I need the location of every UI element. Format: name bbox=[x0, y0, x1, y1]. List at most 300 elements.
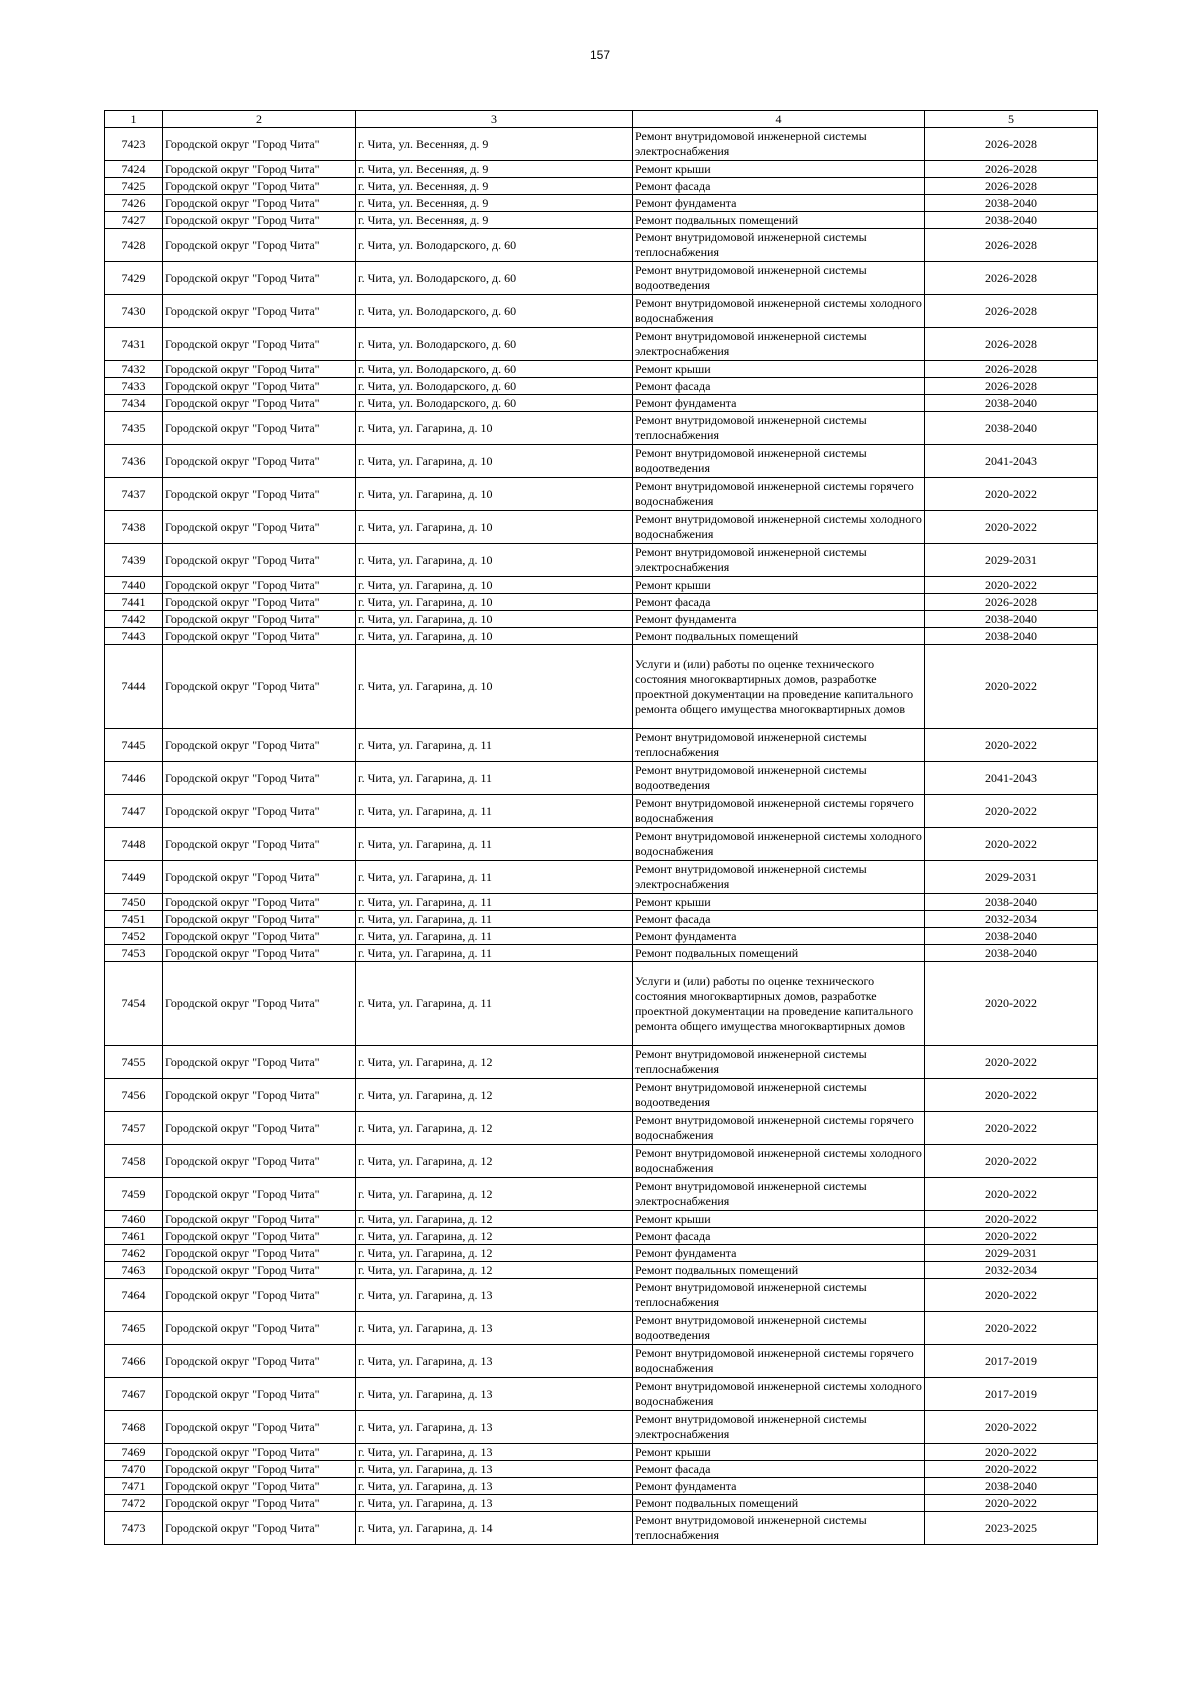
period-cell: 2020-2022 bbox=[925, 1411, 1098, 1444]
row-number-cell: 7472 bbox=[105, 1495, 163, 1512]
address-cell: г. Чита, ул. Гагарина, д. 10 bbox=[356, 478, 633, 511]
row-number-cell: 7450 bbox=[105, 894, 163, 911]
period-cell: 2023-2025 bbox=[925, 1512, 1098, 1545]
work-type-cell: Ремонт крыши bbox=[633, 577, 925, 594]
row-number-cell: 7430 bbox=[105, 295, 163, 328]
municipality-cell: Городской округ "Город Чита" bbox=[163, 611, 356, 628]
period-cell: 2032-2034 bbox=[925, 911, 1098, 928]
row-number-cell: 7456 bbox=[105, 1079, 163, 1112]
row-number-cell: 7428 bbox=[105, 229, 163, 262]
municipality-cell: Городской округ "Город Чита" bbox=[163, 828, 356, 861]
table-row bbox=[105, 128, 1098, 161]
work-type-cell: Ремонт подвальных помещений bbox=[633, 1495, 925, 1512]
row-number-cell: 7461 bbox=[105, 1228, 163, 1245]
address-cell: г. Чита, ул. Гагарина, д. 10 bbox=[356, 577, 633, 594]
row-number-cell: 7473 bbox=[105, 1512, 163, 1545]
table-row bbox=[105, 577, 1098, 594]
column-header: 5 bbox=[925, 111, 1098, 128]
municipality-cell: Городской округ "Город Чита" bbox=[163, 1245, 356, 1262]
municipality-cell: Городской округ "Город Чита" bbox=[163, 928, 356, 945]
table-row bbox=[105, 195, 1098, 212]
work-type-cell: Ремонт внутридомовой инженерной системы электроснабжения bbox=[633, 1411, 925, 1444]
address-cell: г. Чита, ул. Гагарина, д. 10 bbox=[356, 594, 633, 611]
municipality-cell: Городской округ "Город Чита" bbox=[163, 378, 356, 395]
period-cell: 2020-2022 bbox=[925, 1178, 1098, 1211]
municipality-cell: Городской округ "Город Чита" bbox=[163, 412, 356, 445]
table-row bbox=[105, 962, 1098, 1046]
work-type-cell: Ремонт внутридомовой инженерной системы холодного водоснабжения bbox=[633, 828, 925, 861]
period-cell: 2041-2043 bbox=[925, 445, 1098, 478]
period-cell: 2020-2022 bbox=[925, 962, 1098, 1046]
municipality-cell: Городской округ "Город Чита" bbox=[163, 161, 356, 178]
period-cell: 2038-2040 bbox=[925, 212, 1098, 229]
period-cell: 2017-2019 bbox=[925, 1345, 1098, 1378]
work-type-cell: Ремонт внутридомовой инженерной системы теплоснабжения bbox=[633, 412, 925, 445]
period-cell: 2020-2022 bbox=[925, 478, 1098, 511]
address-cell: г. Чита, ул. Гагарина, д. 12 bbox=[356, 1262, 633, 1279]
address-cell: г. Чита, ул. Весенняя, д. 9 bbox=[356, 195, 633, 212]
municipality-cell: Городской округ "Город Чита" bbox=[163, 962, 356, 1046]
period-cell: 2038-2040 bbox=[925, 1478, 1098, 1495]
table-row bbox=[105, 1378, 1098, 1411]
municipality-cell: Городской округ "Город Чита" bbox=[163, 1312, 356, 1345]
municipality-cell: Городской округ "Город Чита" bbox=[163, 1478, 356, 1495]
municipality-cell: Городской округ "Город Чита" bbox=[163, 795, 356, 828]
address-cell: г. Чита, ул. Весенняя, д. 9 bbox=[356, 178, 633, 195]
work-type-cell: Ремонт внутридомовой инженерной системы теплоснабжения bbox=[633, 1046, 925, 1079]
address-cell: г. Чита, ул. Гагарина, д. 12 bbox=[356, 1046, 633, 1079]
table-row bbox=[105, 262, 1098, 295]
row-number-cell: 7470 bbox=[105, 1461, 163, 1478]
table-row bbox=[105, 1461, 1098, 1478]
column-header: 2 bbox=[163, 111, 356, 128]
address-cell: г. Чита, ул. Весенняя, д. 9 bbox=[356, 161, 633, 178]
period-cell: 2020-2022 bbox=[925, 511, 1098, 544]
municipality-cell: Городской округ "Город Чита" bbox=[163, 1444, 356, 1461]
period-cell: 2020-2022 bbox=[925, 645, 1098, 729]
row-number-cell: 7432 bbox=[105, 361, 163, 378]
row-number-cell: 7431 bbox=[105, 328, 163, 361]
address-cell: г. Чита, ул. Гагарина, д. 13 bbox=[356, 1411, 633, 1444]
table-row bbox=[105, 1245, 1098, 1262]
row-number-cell: 7425 bbox=[105, 178, 163, 195]
row-number-cell: 7423 bbox=[105, 128, 163, 161]
row-number-cell: 7457 bbox=[105, 1112, 163, 1145]
municipality-cell: Городской округ "Город Чита" bbox=[163, 594, 356, 611]
table-body bbox=[105, 128, 1098, 1545]
address-cell: г. Чита, ул. Володарского, д. 60 bbox=[356, 395, 633, 412]
work-type-cell: Услуги и (или) работы по оценке технического состояния многоквартирных домов, разработке проектной документации на проведение капитального ремонта общего имущества многоквартирных домов bbox=[633, 645, 925, 729]
municipality-cell: Городской округ "Город Чита" bbox=[163, 645, 356, 729]
work-type-cell: Ремонт внутридомовой инженерной системы водоотведения bbox=[633, 1079, 925, 1112]
work-type-cell: Ремонт внутридомовой инженерной системы водоотведения bbox=[633, 262, 925, 295]
table-row bbox=[105, 178, 1098, 195]
table-row bbox=[105, 594, 1098, 611]
period-cell: 2020-2022 bbox=[925, 828, 1098, 861]
table-row bbox=[105, 928, 1098, 945]
row-number-cell: 7439 bbox=[105, 544, 163, 577]
repair-schedule-table bbox=[104, 110, 1098, 1545]
period-cell: 2041-2043 bbox=[925, 762, 1098, 795]
period-cell: 2020-2022 bbox=[925, 1211, 1098, 1228]
period-cell: 2020-2022 bbox=[925, 1145, 1098, 1178]
period-cell: 2038-2040 bbox=[925, 945, 1098, 962]
address-cell: г. Чита, ул. Гагарина, д. 10 bbox=[356, 511, 633, 544]
work-type-cell: Ремонт внутридомовой инженерной системы холодного водоснабжения bbox=[633, 1145, 925, 1178]
work-type-cell: Ремонт внутридомовой инженерной системы электроснабжения bbox=[633, 328, 925, 361]
column-header: 1 bbox=[105, 111, 163, 128]
table-row bbox=[105, 544, 1098, 577]
address-cell: г. Чита, ул. Володарского, д. 60 bbox=[356, 361, 633, 378]
municipality-cell: Городской округ "Город Чита" bbox=[163, 361, 356, 378]
table-row bbox=[105, 911, 1098, 928]
work-type-cell: Ремонт крыши bbox=[633, 161, 925, 178]
row-number-cell: 7451 bbox=[105, 911, 163, 928]
municipality-cell: Городской округ "Город Чита" bbox=[163, 945, 356, 962]
work-type-cell: Ремонт фасада bbox=[633, 911, 925, 928]
work-type-cell: Ремонт подвальных помещений bbox=[633, 1262, 925, 1279]
table-row bbox=[105, 1228, 1098, 1245]
row-number-cell: 7446 bbox=[105, 762, 163, 795]
municipality-cell: Городской округ "Город Чита" bbox=[163, 1079, 356, 1112]
table-row bbox=[105, 1178, 1098, 1211]
row-number-cell: 7436 bbox=[105, 445, 163, 478]
work-type-cell: Ремонт крыши bbox=[633, 1211, 925, 1228]
work-type-cell: Ремонт крыши bbox=[633, 894, 925, 911]
table-row bbox=[105, 295, 1098, 328]
work-type-cell: Ремонт внутридомовой инженерной системы горячего водоснабжения bbox=[633, 795, 925, 828]
address-cell: г. Чита, ул. Гагарина, д. 11 bbox=[356, 762, 633, 795]
work-type-cell: Ремонт фасада bbox=[633, 178, 925, 195]
work-type-cell: Ремонт внутридомовой инженерной системы электроснабжения bbox=[633, 128, 925, 161]
column-header: 3 bbox=[356, 111, 633, 128]
period-cell: 2038-2040 bbox=[925, 195, 1098, 212]
period-cell: 2038-2040 bbox=[925, 611, 1098, 628]
row-number-cell: 7452 bbox=[105, 928, 163, 945]
municipality-cell: Городской округ "Город Чита" bbox=[163, 1178, 356, 1211]
period-cell: 2020-2022 bbox=[925, 1046, 1098, 1079]
municipality-cell: Городской округ "Город Чита" bbox=[163, 1495, 356, 1512]
row-number-cell: 7437 bbox=[105, 478, 163, 511]
table-row bbox=[105, 1262, 1098, 1279]
table-row bbox=[105, 412, 1098, 445]
period-cell: 2029-2031 bbox=[925, 544, 1098, 577]
row-number-cell: 7458 bbox=[105, 1145, 163, 1178]
work-type-cell: Ремонт фундамента bbox=[633, 928, 925, 945]
work-type-cell: Ремонт внутридомовой инженерной системы электроснабжения bbox=[633, 1178, 925, 1211]
work-type-cell: Ремонт внутридомовой инженерной системы теплоснабжения bbox=[633, 729, 925, 762]
address-cell: г. Чита, ул. Володарского, д. 60 bbox=[356, 295, 633, 328]
period-cell: 2020-2022 bbox=[925, 577, 1098, 594]
period-cell: 2026-2028 bbox=[925, 378, 1098, 395]
period-cell: 2026-2028 bbox=[925, 361, 1098, 378]
work-type-cell: Ремонт внутридомовой инженерной системы горячего водоснабжения bbox=[633, 478, 925, 511]
table-row bbox=[105, 1112, 1098, 1145]
table-row bbox=[105, 445, 1098, 478]
address-cell: г. Чита, ул. Гагарина, д. 13 bbox=[356, 1444, 633, 1461]
table-row bbox=[105, 729, 1098, 762]
work-type-cell: Ремонт внутридомовой инженерной системы водоотведения bbox=[633, 445, 925, 478]
row-number-cell: 7448 bbox=[105, 828, 163, 861]
municipality-cell: Городской округ "Город Чита" bbox=[163, 911, 356, 928]
municipality-cell: Городской округ "Город Чита" bbox=[163, 1262, 356, 1279]
period-cell: 2020-2022 bbox=[925, 1279, 1098, 1312]
municipality-cell: Городской округ "Город Чита" bbox=[163, 178, 356, 195]
table-row bbox=[105, 361, 1098, 378]
municipality-cell: Городской округ "Город Чита" bbox=[163, 262, 356, 295]
table-row bbox=[105, 828, 1098, 861]
period-cell: 2038-2040 bbox=[925, 412, 1098, 445]
address-cell: г. Чита, ул. Володарского, д. 60 bbox=[356, 262, 633, 295]
row-number-cell: 7460 bbox=[105, 1211, 163, 1228]
municipality-cell: Городской округ "Город Чита" bbox=[163, 445, 356, 478]
column-header: 4 bbox=[633, 111, 925, 128]
period-cell: 2026-2028 bbox=[925, 178, 1098, 195]
municipality-cell: Городской округ "Город Чита" bbox=[163, 1279, 356, 1312]
row-number-cell: 7468 bbox=[105, 1411, 163, 1444]
period-cell: 2020-2022 bbox=[925, 1461, 1098, 1478]
work-type-cell: Ремонт внутридомовой инженерной системы электроснабжения bbox=[633, 861, 925, 894]
work-type-cell: Ремонт внутридомовой инженерной системы теплоснабжения bbox=[633, 229, 925, 262]
table-row bbox=[105, 1279, 1098, 1312]
table-row bbox=[105, 511, 1098, 544]
municipality-cell: Городской округ "Город Чита" bbox=[163, 1228, 356, 1245]
row-number-cell: 7465 bbox=[105, 1312, 163, 1345]
period-cell: 2029-2031 bbox=[925, 861, 1098, 894]
period-cell: 2029-2031 bbox=[925, 1245, 1098, 1262]
municipality-cell: Городской округ "Город Чита" bbox=[163, 577, 356, 594]
municipality-cell: Городской округ "Город Чита" bbox=[163, 511, 356, 544]
period-cell: 2026-2028 bbox=[925, 594, 1098, 611]
address-cell: г. Чита, ул. Володарского, д. 60 bbox=[356, 378, 633, 395]
work-type-cell: Ремонт внутридомовой инженерной системы водоотведения bbox=[633, 762, 925, 795]
work-type-cell: Ремонт внутридомовой инженерной системы холодного водоснабжения bbox=[633, 511, 925, 544]
table-row bbox=[105, 1478, 1098, 1495]
period-cell: 2038-2040 bbox=[925, 395, 1098, 412]
municipality-cell: Городской округ "Город Чита" bbox=[163, 328, 356, 361]
address-cell: г. Чита, ул. Гагарина, д. 12 bbox=[356, 1228, 633, 1245]
period-cell: 2026-2028 bbox=[925, 128, 1098, 161]
address-cell: г. Чита, ул. Володарского, д. 60 bbox=[356, 328, 633, 361]
row-number-cell: 7440 bbox=[105, 577, 163, 594]
row-number-cell: 7469 bbox=[105, 1444, 163, 1461]
table-row bbox=[105, 1512, 1098, 1545]
address-cell: г. Чита, ул. Гагарина, д. 10 bbox=[356, 544, 633, 577]
row-number-cell: 7466 bbox=[105, 1345, 163, 1378]
table-row bbox=[105, 1495, 1098, 1512]
municipality-cell: Городской округ "Город Чита" bbox=[163, 1046, 356, 1079]
work-type-cell: Ремонт фундамента bbox=[633, 611, 925, 628]
table-row bbox=[105, 1046, 1098, 1079]
period-cell: 2038-2040 bbox=[925, 928, 1098, 945]
address-cell: г. Чита, ул. Гагарина, д. 12 bbox=[356, 1245, 633, 1262]
table-row bbox=[105, 161, 1098, 178]
table-row bbox=[105, 395, 1098, 412]
work-type-cell: Ремонт крыши bbox=[633, 361, 925, 378]
municipality-cell: Городской округ "Город Чита" bbox=[163, 729, 356, 762]
table-row bbox=[105, 378, 1098, 395]
period-cell: 2026-2028 bbox=[925, 229, 1098, 262]
address-cell: г. Чита, ул. Гагарина, д. 12 bbox=[356, 1178, 633, 1211]
work-type-cell: Ремонт внутридомовой инженерной системы горячего водоснабжения bbox=[633, 1345, 925, 1378]
table-row bbox=[105, 1345, 1098, 1378]
address-cell: г. Чита, ул. Гагарина, д. 13 bbox=[356, 1461, 633, 1478]
table-row bbox=[105, 894, 1098, 911]
municipality-cell: Городской округ "Город Чита" bbox=[163, 395, 356, 412]
period-cell: 2020-2022 bbox=[925, 1079, 1098, 1112]
row-number-cell: 7441 bbox=[105, 594, 163, 611]
table-row bbox=[105, 478, 1098, 511]
period-cell: 2026-2028 bbox=[925, 328, 1098, 361]
municipality-cell: Городской округ "Город Чита" bbox=[163, 628, 356, 645]
row-number-cell: 7455 bbox=[105, 1046, 163, 1079]
address-cell: г. Чита, ул. Гагарина, д. 12 bbox=[356, 1079, 633, 1112]
address-cell: г. Чита, ул. Гагарина, д. 10 bbox=[356, 412, 633, 445]
work-type-cell: Ремонт внутридомовой инженерной системы электроснабжения bbox=[633, 544, 925, 577]
table-row bbox=[105, 328, 1098, 361]
address-cell: г. Чита, ул. Весенняя, д. 9 bbox=[356, 128, 633, 161]
address-cell: г. Чита, ул. Гагарина, д. 11 bbox=[356, 962, 633, 1046]
table-row bbox=[105, 1211, 1098, 1228]
address-cell: г. Чита, ул. Гагарина, д. 11 bbox=[356, 828, 633, 861]
row-number-cell: 7426 bbox=[105, 195, 163, 212]
municipality-cell: Городской округ "Город Чита" bbox=[163, 1145, 356, 1178]
municipality-cell: Городской округ "Город Чита" bbox=[163, 1211, 356, 1228]
municipality-cell: Городской округ "Город Чита" bbox=[163, 229, 356, 262]
work-type-cell: Ремонт фасада bbox=[633, 594, 925, 611]
period-cell: 2038-2040 bbox=[925, 894, 1098, 911]
address-cell: г. Чита, ул. Гагарина, д. 12 bbox=[356, 1211, 633, 1228]
work-type-cell: Ремонт внутридомовой инженерной системы горячего водоснабжения bbox=[633, 1112, 925, 1145]
table-row bbox=[105, 762, 1098, 795]
row-number-cell: 7471 bbox=[105, 1478, 163, 1495]
work-type-cell: Ремонт подвальных помещений bbox=[633, 945, 925, 962]
address-cell: г. Чита, ул. Гагарина, д. 13 bbox=[356, 1378, 633, 1411]
work-type-cell: Ремонт подвальных помещений bbox=[633, 628, 925, 645]
row-number-cell: 7447 bbox=[105, 795, 163, 828]
work-type-cell: Ремонт фундамента bbox=[633, 1245, 925, 1262]
row-number-cell: 7429 bbox=[105, 262, 163, 295]
address-cell: г. Чита, ул. Гагарина, д. 10 bbox=[356, 628, 633, 645]
address-cell: г. Чита, ул. Гагарина, д. 13 bbox=[356, 1312, 633, 1345]
row-number-cell: 7435 bbox=[105, 412, 163, 445]
period-cell: 2026-2028 bbox=[925, 295, 1098, 328]
row-number-cell: 7427 bbox=[105, 212, 163, 229]
table-row bbox=[105, 1312, 1098, 1345]
row-number-cell: 7444 bbox=[105, 645, 163, 729]
municipality-cell: Городской округ "Город Чита" bbox=[163, 1411, 356, 1444]
row-number-cell: 7443 bbox=[105, 628, 163, 645]
municipality-cell: Городской округ "Город Чита" bbox=[163, 1345, 356, 1378]
work-type-cell: Ремонт фасада bbox=[633, 1461, 925, 1478]
address-cell: г. Чита, ул. Гагарина, д. 13 bbox=[356, 1345, 633, 1378]
work-type-cell: Ремонт внутридомовой инженерной системы теплоснабжения bbox=[633, 1512, 925, 1545]
address-cell: г. Чита, ул. Гагарина, д. 10 bbox=[356, 445, 633, 478]
address-cell: г. Чита, ул. Гагарина, д. 10 bbox=[356, 645, 633, 729]
municipality-cell: Городской округ "Город Чита" bbox=[163, 762, 356, 795]
table-row bbox=[105, 645, 1098, 729]
row-number-cell: 7463 bbox=[105, 1262, 163, 1279]
table-row bbox=[105, 795, 1098, 828]
work-type-cell: Ремонт внутридомовой инженерной системы холодного водоснабжения bbox=[633, 1378, 925, 1411]
address-cell: г. Чита, ул. Гагарина, д. 11 bbox=[356, 945, 633, 962]
row-number-cell: 7462 bbox=[105, 1245, 163, 1262]
period-cell: 2020-2022 bbox=[925, 1228, 1098, 1245]
row-number-cell: 7424 bbox=[105, 161, 163, 178]
period-cell: 2026-2028 bbox=[925, 262, 1098, 295]
municipality-cell: Городской округ "Город Чита" bbox=[163, 861, 356, 894]
row-number-cell: 7434 bbox=[105, 395, 163, 412]
row-number-cell: 7467 bbox=[105, 1378, 163, 1411]
table-row bbox=[105, 1079, 1098, 1112]
address-cell: г. Чита, ул. Гагарина, д. 13 bbox=[356, 1495, 633, 1512]
table-row bbox=[105, 945, 1098, 962]
row-number-cell: 7459 bbox=[105, 1178, 163, 1211]
work-type-cell: Ремонт фундамента bbox=[633, 195, 925, 212]
table-row bbox=[105, 1444, 1098, 1461]
table-row bbox=[105, 1411, 1098, 1444]
municipality-cell: Городской округ "Город Чита" bbox=[163, 195, 356, 212]
table-row bbox=[105, 1145, 1098, 1178]
row-number-cell: 7464 bbox=[105, 1279, 163, 1312]
address-cell: г. Чита, ул. Гагарина, д. 11 bbox=[356, 928, 633, 945]
work-type-cell: Услуги и (или) работы по оценке технического состояния многоквартирных домов, разработке проектной документации на проведение капитального ремонта общего имущества многоквартирных домов bbox=[633, 962, 925, 1046]
address-cell: г. Чита, ул. Гагарина, д. 12 bbox=[356, 1112, 633, 1145]
address-cell: г. Чита, ул. Гагарина, д. 12 bbox=[356, 1145, 633, 1178]
row-number-cell: 7438 bbox=[105, 511, 163, 544]
work-type-cell: Ремонт внутридомовой инженерной системы холодного водоснабжения bbox=[633, 295, 925, 328]
work-type-cell: Ремонт фасада bbox=[633, 378, 925, 395]
municipality-cell: Городской округ "Город Чита" bbox=[163, 1112, 356, 1145]
work-type-cell: Ремонт фундамента bbox=[633, 395, 925, 412]
address-cell: г. Чита, ул. Гагарина, д. 11 bbox=[356, 861, 633, 894]
row-number-cell: 7449 bbox=[105, 861, 163, 894]
page-number: 157 bbox=[589, 48, 611, 62]
row-number-cell: 7453 bbox=[105, 945, 163, 962]
table-row bbox=[105, 229, 1098, 262]
table-row bbox=[105, 611, 1098, 628]
row-number-cell: 7454 bbox=[105, 962, 163, 1046]
period-cell: 2020-2022 bbox=[925, 795, 1098, 828]
municipality-cell: Городской округ "Город Чита" bbox=[163, 894, 356, 911]
period-cell: 2026-2028 bbox=[925, 161, 1098, 178]
address-cell: г. Чита, ул. Гагарина, д. 13 bbox=[356, 1279, 633, 1312]
row-number-cell: 7445 bbox=[105, 729, 163, 762]
municipality-cell: Городской округ "Город Чита" bbox=[163, 212, 356, 229]
period-cell: 2020-2022 bbox=[925, 729, 1098, 762]
table-row bbox=[105, 628, 1098, 645]
address-cell: г. Чита, ул. Гагарина, д. 14 bbox=[356, 1512, 633, 1545]
address-cell: г. Чита, ул. Гагарина, д. 11 bbox=[356, 729, 633, 762]
work-type-cell: Ремонт подвальных помещений bbox=[633, 212, 925, 229]
municipality-cell: Городской округ "Город Чита" bbox=[163, 478, 356, 511]
municipality-cell: Городской округ "Город Чита" bbox=[163, 544, 356, 577]
work-type-cell: Ремонт фундамента bbox=[633, 1478, 925, 1495]
table-row bbox=[105, 861, 1098, 894]
address-cell: г. Чита, ул. Весенняя, д. 9 bbox=[356, 212, 633, 229]
work-type-cell: Ремонт внутридомовой инженерной системы водоотведения bbox=[633, 1312, 925, 1345]
municipality-cell: Городской округ "Город Чита" bbox=[163, 1512, 356, 1545]
row-number-cell: 7442 bbox=[105, 611, 163, 628]
municipality-cell: Городской округ "Город Чита" bbox=[163, 1378, 356, 1411]
address-cell: г. Чита, ул. Володарского, д. 60 bbox=[356, 229, 633, 262]
row-number-cell: 7433 bbox=[105, 378, 163, 395]
address-cell: г. Чита, ул. Гагарина, д. 10 bbox=[356, 611, 633, 628]
municipality-cell: Городской округ "Город Чита" bbox=[163, 295, 356, 328]
period-cell: 2020-2022 bbox=[925, 1495, 1098, 1512]
address-cell: г. Чита, ул. Гагарина, д. 13 bbox=[356, 1478, 633, 1495]
period-cell: 2020-2022 bbox=[925, 1312, 1098, 1345]
